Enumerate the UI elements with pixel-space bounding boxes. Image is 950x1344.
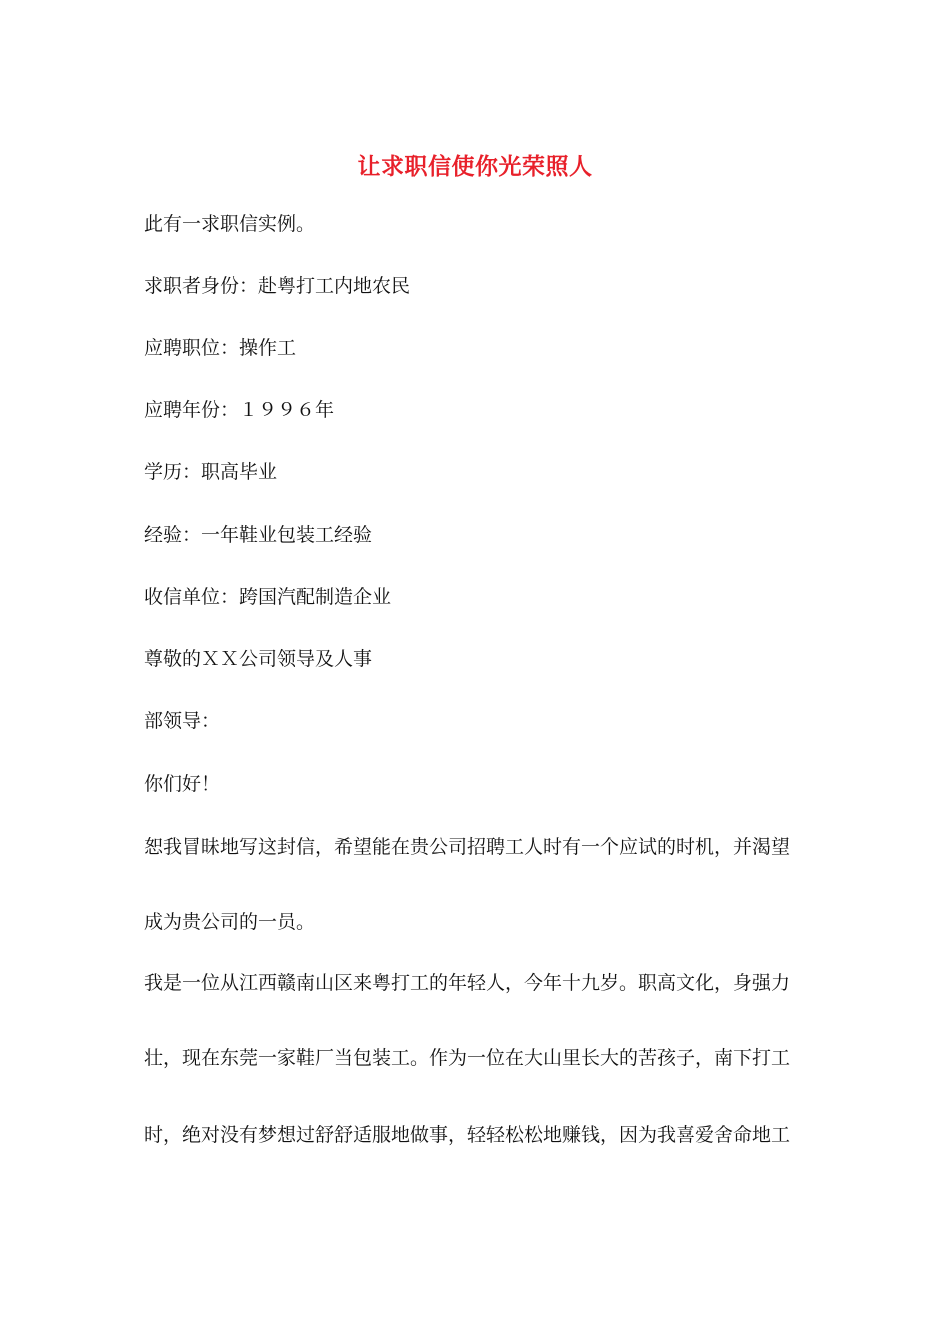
applicant-identity-line: 求职者身份：赴粤打工内地农民 — [144, 275, 411, 297]
body-paragraph-2-line-3: 时，绝对没有梦想过舒舒适服地做事，轻轻松松地赚钱，因为我喜爱舍命地工 — [144, 1124, 791, 1146]
body-paragraph-1-line-2: 成为贵公司的一员。 — [144, 911, 316, 933]
document-title: 让求职信使你光荣照人 — [357, 153, 593, 180]
year-line: 应聘年份：１９９６年 — [144, 399, 335, 421]
experience-line: 经验：一年鞋业包装工经验 — [144, 524, 373, 546]
salutation-line-2: 部领导： — [144, 710, 221, 732]
education-line: 学历：职高毕业 — [144, 461, 278, 483]
recipient-line: 收信单位：跨国汽配制造企业 — [144, 586, 392, 608]
position-line: 应聘职位：操作工 — [144, 337, 297, 359]
greeting-line: 你们好！ — [144, 773, 221, 795]
intro-line: 此有一求职信实例。 — [144, 213, 316, 235]
body-paragraph-1-line-1: 恕我冒昧地写这封信，希望能在贵公司招聘工人时有一个应试的时机，并渴望 — [144, 836, 791, 858]
body-paragraph-2-line-1: 我是一位从江西赣南山区来粤打工的年轻人，今年十九岁。职高文化，身强力 — [144, 972, 791, 994]
salutation-line-1: 尊敬的ＸＸ公司领导及人事 — [144, 648, 373, 670]
body-paragraph-2-line-2: 壮，现在东莞一家鞋厂当包装工。作为一位在大山里长大的苦孩子，南下打工 — [144, 1047, 791, 1069]
